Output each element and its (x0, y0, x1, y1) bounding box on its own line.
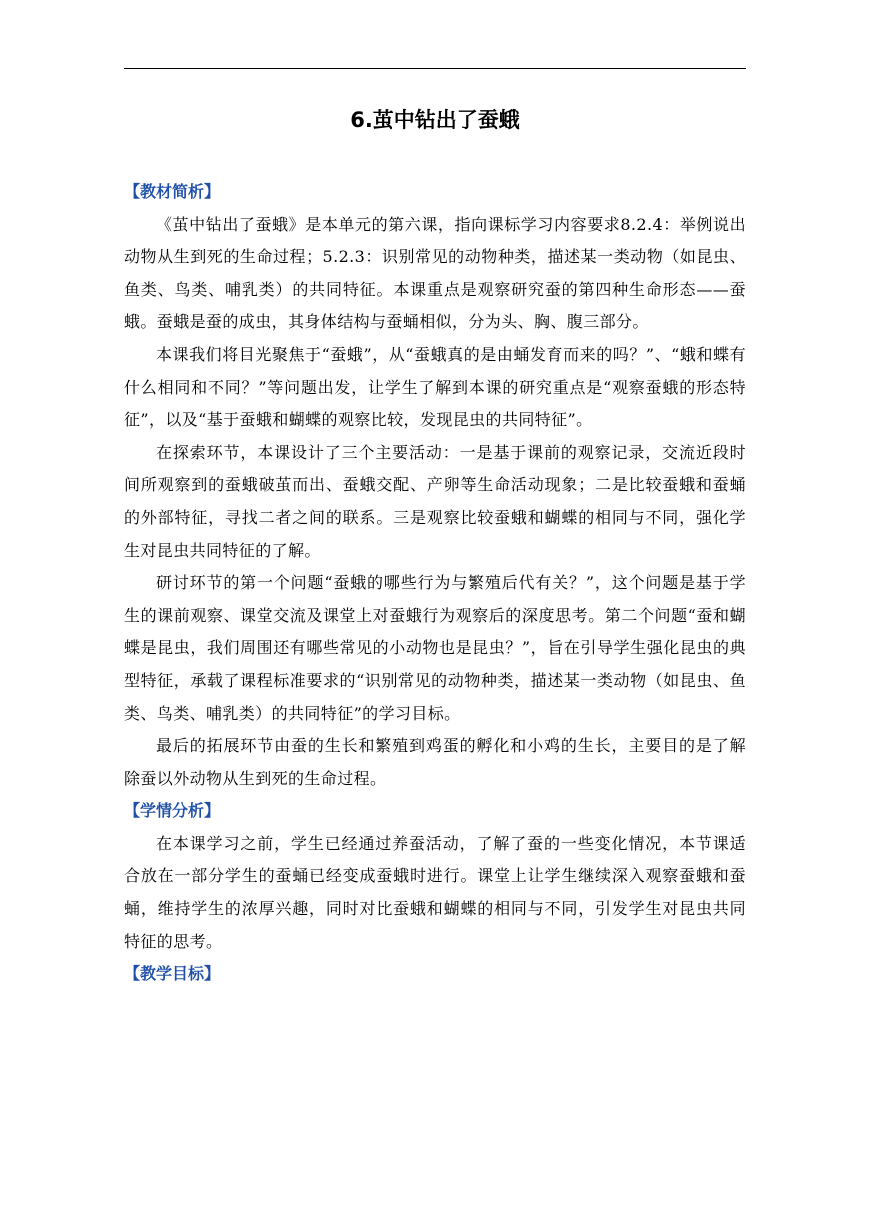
paragraph: 最后的拓展环节由蚕的生长和繁殖到鸡蛋的孵化和小鸡的生长，主要目的是了解除蚕以外动物从生到死的生命过程。 (124, 736, 746, 788)
section-heading-student-analysis: 【学情分析】 (124, 801, 221, 821)
paragraph: 《茧中钻出了蚕蛾》是本单元的第六课，指向课标学习内容要求8.2.4：举例说出动物从生到死的生命过程；5.2.3：识别常见的动物种类，描述某一类动物（如昆虫、鱼类、鸟类、哺乳类）的共同特征。本课重点是观察研究蚕的第四种生命形态——蚕蛾。蚕蛾是蚕的成虫，其身体结构与蚕蛹相似，分为头、胸、腹三部分。 (124, 214, 746, 332)
section-heading-teaching-objectives: 【教学目标】 (124, 964, 221, 984)
paragraph: 研讨环节的第一个问题“蚕蛾的哪些行为与繁殖后代有关？”，这个问题是基于学生的课前观察、课堂交流及课堂上对蚕蛾行为观察后的深度思考。第二个问题“蚕和蝴蝶是昆虫，我们周围还有哪些常见的小动物也是昆虫？”，旨在引导学生强化昆虫的典型特征，承载了课程标准要求的“识别常见的动物种类，描述某一类动物（如昆虫、鱼类、鸟类、哺乳类）的共同特征”的学习目标。 (124, 573, 746, 723)
page-title: 6.茧中钻出了蚕蛾 (350, 108, 520, 132)
document-body (124, 176, 746, 991)
paragraph: 本课我们将目光聚焦于“蚕蛾”，从“蚕蛾真的是由蛹发育而来的吗？”、“蛾和蝶有什么相同和不同？”等问题出发，让学生了解到本课的研究重点是“观察蚕蛾的形态特征”，以及“基于蚕蛾和蝴蝶的观察比较，发现昆虫的共同特征”。 (124, 344, 746, 430)
paragraph: 在探索环节，本课设计了三个主要活动：一是基于课前的观察记录，交流近段时间所观察到的蚕蛾破茧而出、蚕蛾交配、产卵等生命活动现象；二是比较蚕蛾和蚕蛹的外部特征，寻找二者之间的联系。三是观察比较蚕蛾和蝴蝶的相同与不同，强化学生对昆虫共同特征的了解。 (124, 442, 746, 560)
section-heading-textbook-analysis: 【教材简析】 (124, 182, 221, 201)
header-rule (124, 68, 746, 69)
paragraph: 在本课学习之前，学生已经通过养蚕活动，了解了蚕的一些变化情况，本节课适合放在一部分学生的蚕蛹已经变成蚕蛾时进行。课堂上让学生继续深入观察蚕蛾和蚕蛹，维持学生的浓厚兴趣，同时对比蚕蛾和蝴蝶的相同与不同，引发学生对昆虫共同特征的思考。 (124, 833, 746, 951)
